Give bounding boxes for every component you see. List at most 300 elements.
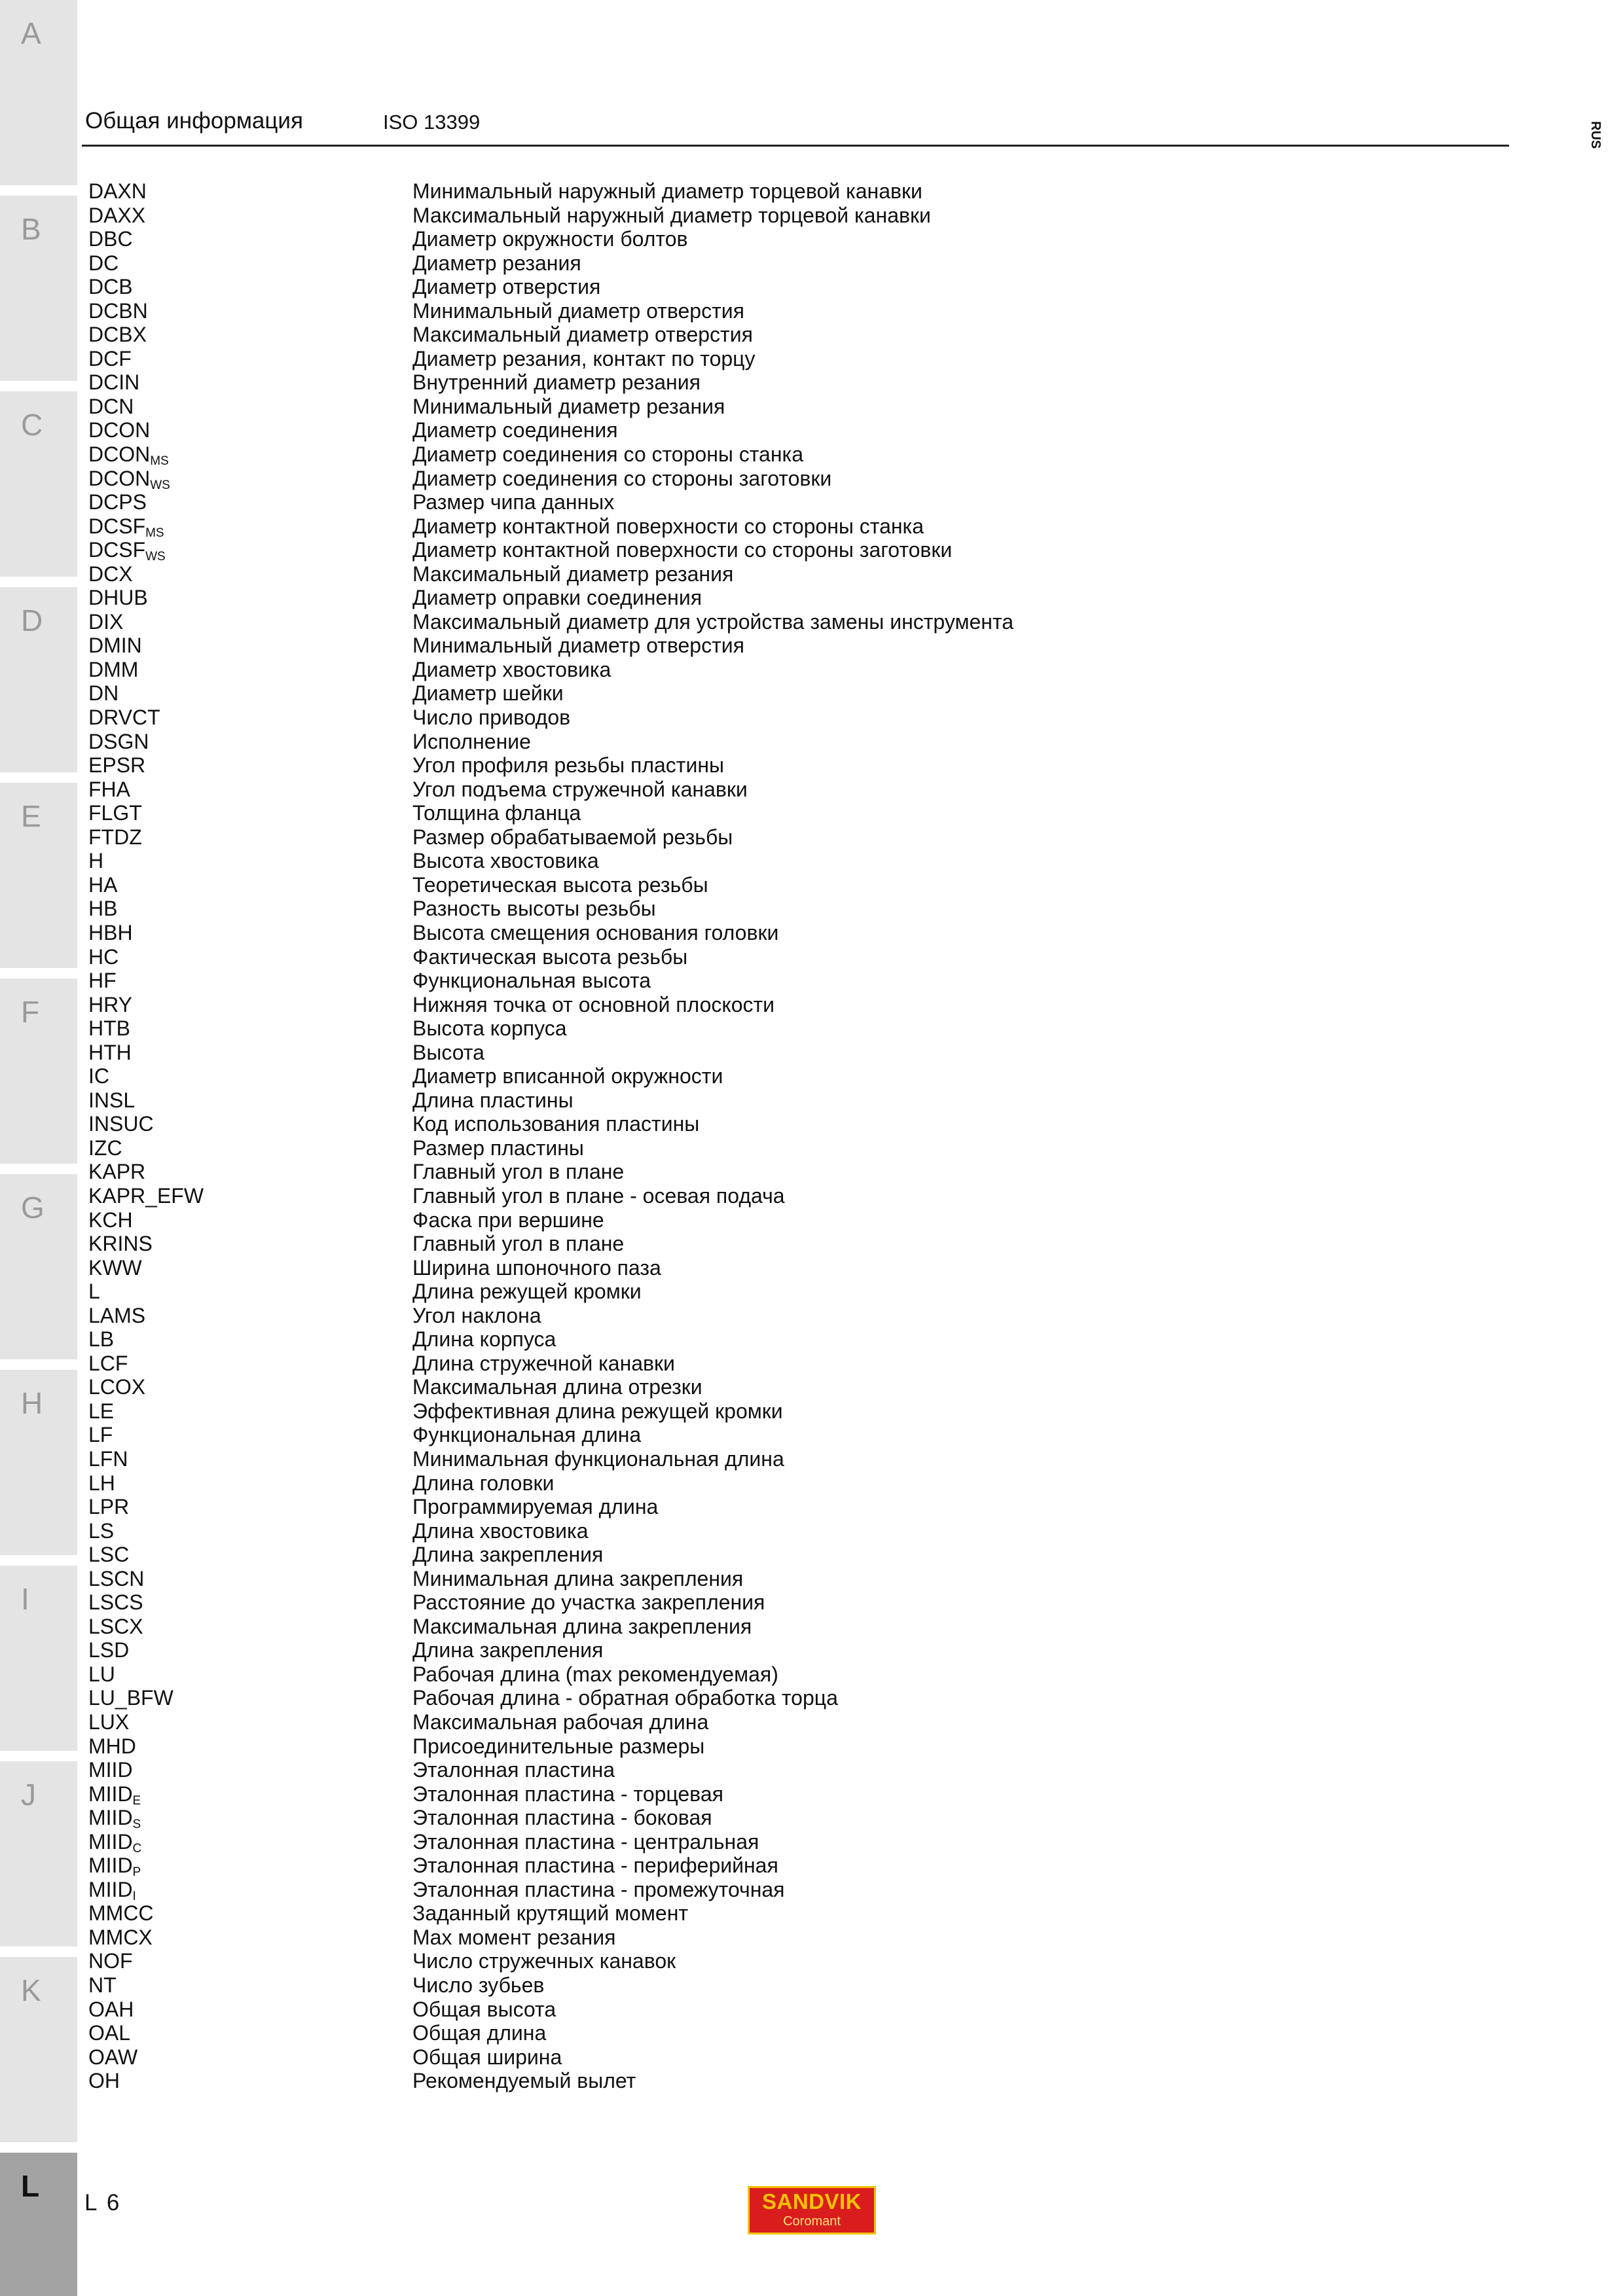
term-code — [88, 2069, 120, 2092]
term-code — [88, 1543, 129, 1566]
term-code — [88, 538, 166, 562]
glossary-row — [88, 1806, 1463, 1830]
term-code-main: OAW — [88, 2045, 138, 2069]
header-divider — [82, 145, 1509, 147]
term-description: Max момент резания — [412, 1925, 616, 1949]
glossary-row — [88, 897, 1463, 921]
term-code-main: LU_BFW — [88, 1686, 173, 1710]
term-code-main: L — [88, 1280, 100, 1304]
glossary-row — [88, 1471, 1463, 1496]
glossary-row — [88, 395, 1463, 419]
term-code-main: DN — [88, 681, 119, 706]
term-code-main: HTH — [88, 1040, 132, 1064]
glossary-row — [88, 418, 1463, 442]
glossary-row — [88, 562, 1463, 586]
term-code-main: DCBN — [88, 298, 148, 323]
term-code-main: DIX — [88, 609, 124, 634]
glossary-row — [88, 634, 1463, 658]
term-code-main: H — [88, 849, 104, 873]
term-code-main: HBH — [88, 920, 133, 944]
term-code-main: DMIN — [88, 634, 142, 658]
term-code — [88, 204, 145, 227]
term-description: Максимальный наружный диаметр торцевой канавки — [412, 203, 931, 227]
term-code-main: DHUB — [88, 586, 148, 610]
term-description: Главный угол в плане — [412, 1232, 625, 1256]
term-code — [88, 1782, 141, 1806]
term-code-main: DCSF — [88, 538, 146, 562]
term-code-main: FHA — [88, 777, 130, 801]
term-code-main: MIID — [88, 1854, 133, 1878]
term-description: Эталонная пластина - боковая — [412, 1806, 712, 1830]
term-code-main: DCX — [88, 562, 133, 586]
term-code — [88, 1399, 114, 1423]
glossary-row — [88, 538, 1463, 562]
glossary-row — [88, 1662, 1463, 1687]
term-code — [88, 1016, 130, 1040]
term-code-main: IZC — [88, 1136, 122, 1160]
glossary-row — [88, 442, 1463, 467]
term-description: Длина закрепления — [412, 1543, 604, 1567]
term-code-main: DAXX — [88, 203, 146, 227]
term-code — [88, 1495, 129, 1518]
glossary-row — [88, 586, 1463, 610]
term-code — [88, 179, 147, 203]
term-code — [88, 299, 148, 323]
term-code — [88, 1064, 109, 1088]
term-description: Минимальный диаметр отверстия — [412, 298, 744, 323]
term-code-main: DCB — [88, 275, 133, 299]
glossary-row — [88, 1973, 1463, 1998]
term-code-main: HF — [88, 969, 117, 993]
term-description: Максимальный диаметр для устройства замены инструмента — [412, 609, 1014, 634]
term-code-main: LE — [88, 1399, 115, 1423]
term-description: Высота хвостовика — [412, 849, 599, 873]
term-code — [88, 1567, 144, 1590]
term-code-main: OAH — [88, 1997, 134, 2021]
glossary-row — [88, 1686, 1463, 1710]
term-code-main: MMCX — [88, 1925, 153, 1949]
term-code-main: KWW — [88, 1255, 142, 1280]
term-code — [88, 634, 142, 657]
glossary-row — [88, 873, 1463, 897]
term-code-main: MIID — [88, 1829, 133, 1854]
term-description: Максимальная длина закрепления — [412, 1614, 752, 1638]
sandvik-coromant-logo — [748, 2186, 876, 2234]
glossary-row — [88, 2069, 1463, 2093]
term-code — [88, 1878, 136, 1901]
term-description: Диаметр соединения — [412, 418, 618, 442]
term-code — [88, 323, 147, 346]
term-code-main: DCON — [88, 418, 151, 442]
term-code-main: DC — [88, 251, 119, 275]
glossary-row — [88, 467, 1463, 491]
term-code-subscript: MS — [150, 454, 169, 469]
term-code — [88, 1949, 133, 1973]
term-code-main: LSC — [88, 1543, 130, 1567]
term-code-main: LH — [88, 1471, 115, 1495]
glossary-row — [88, 1926, 1463, 1950]
term-code — [88, 1615, 143, 1638]
glossary-row — [88, 778, 1463, 802]
term-code — [88, 1973, 117, 1997]
index-tab-i[interactable]: I — [0, 1566, 77, 1756]
term-code — [88, 1447, 128, 1471]
glossary-row — [88, 1710, 1463, 1734]
glossary-row — [88, 179, 1463, 204]
term-code — [88, 562, 133, 586]
term-code-main: INSUC — [88, 1112, 154, 1136]
term-description: Размер обрабатываемой резьбы — [412, 825, 733, 849]
term-code — [88, 1854, 141, 1880]
term-description: Присоединительные размеры — [412, 1734, 705, 1758]
term-description: Функциональная длина — [412, 1423, 642, 1447]
term-code — [88, 658, 138, 681]
index-tab-a[interactable]: A — [0, 0, 77, 190]
term-description: Рабочая длина (max рекомендуемая) — [412, 1662, 778, 1686]
glossary-row — [88, 945, 1463, 969]
term-description: Угол профиля резьбы пластины — [412, 753, 724, 778]
term-code — [88, 825, 142, 849]
term-code — [88, 2045, 137, 2069]
glossary-row — [88, 514, 1463, 539]
term-description: Общая высота — [412, 1997, 556, 2021]
glossary-row — [88, 1136, 1463, 1160]
term-code-main: DCPS — [88, 490, 147, 514]
term-code — [88, 418, 150, 442]
term-description: Рабочая длина - обратная обработка торца — [412, 1686, 838, 1710]
term-code — [88, 347, 132, 370]
term-description: Длина хвостовика — [412, 1518, 589, 1543]
term-code — [88, 873, 117, 897]
term-code — [88, 730, 149, 753]
term-code — [88, 1232, 153, 1255]
glossary-row — [88, 1232, 1463, 1256]
term-code — [88, 275, 133, 298]
term-code — [88, 1710, 129, 1734]
glossary-row — [88, 2021, 1463, 2045]
term-code — [88, 1758, 133, 1782]
term-code — [88, 227, 133, 251]
term-code-main: KRINS — [88, 1232, 153, 1256]
term-code-main: DAXN — [88, 179, 147, 203]
term-description: Размер пластины — [412, 1136, 584, 1160]
term-code-subscript: WS — [150, 478, 170, 492]
glossary-row — [88, 1901, 1463, 1926]
term-description: Число приводов — [412, 706, 571, 730]
term-description: Диаметр окружности болтов — [412, 227, 688, 251]
glossary-row — [88, 227, 1463, 251]
term-description: Диаметр хвостовика — [412, 657, 611, 681]
glossary-row — [88, 1495, 1463, 1519]
term-description: Диаметр отверстия — [412, 275, 601, 299]
glossary-row — [88, 1208, 1463, 1232]
term-description: Высота корпуса — [412, 1016, 567, 1041]
term-code-main: HA — [88, 872, 118, 897]
term-code — [88, 1926, 153, 1949]
term-code — [88, 1208, 133, 1232]
glossary-row — [88, 1447, 1463, 1471]
term-code — [88, 1998, 134, 2021]
term-description: Размер чипа данных — [412, 490, 615, 514]
term-code — [88, 1423, 113, 1446]
term-description: Минимальная функциональная длина — [412, 1446, 784, 1471]
term-code — [88, 1256, 142, 1280]
term-code-main: DCIN — [88, 370, 140, 395]
term-description: Толщина фланца — [412, 801, 581, 825]
term-code-main: HB — [88, 897, 118, 921]
term-code — [88, 395, 134, 418]
term-code-main: DSGN — [88, 729, 149, 753]
term-code-main: INSL — [88, 1088, 136, 1112]
index-tab-b[interactable]: B — [0, 196, 77, 386]
term-code — [88, 1352, 128, 1375]
term-code-main: LCOX — [88, 1375, 146, 1399]
term-code-main: FTDZ — [88, 825, 142, 849]
term-code-main: KAPR — [88, 1160, 146, 1184]
language-label: RUS — [1588, 121, 1603, 149]
term-description: Функциональная высота — [412, 969, 651, 993]
term-description: Разность высоты резьбы — [412, 897, 656, 921]
term-code — [88, 753, 145, 777]
term-code-main: LS — [88, 1518, 115, 1543]
term-code — [88, 945, 119, 969]
glossary-row — [88, 1998, 1463, 2022]
glossary-row — [88, 1160, 1463, 1184]
term-code — [88, 251, 119, 275]
term-code-main: LSD — [88, 1638, 130, 1662]
index-tab-j[interactable]: J — [0, 1761, 77, 1952]
term-code — [88, 1136, 122, 1160]
term-description: Диаметр резания — [412, 251, 581, 275]
term-description: Главный угол в плане - осевая подача — [412, 1183, 785, 1208]
glossary-row — [88, 1327, 1463, 1352]
term-description: Длина стружечной канавки — [412, 1351, 675, 1375]
term-code-main: DCON — [88, 442, 151, 467]
glossary-row — [88, 370, 1463, 395]
term-code-main: DCN — [88, 394, 134, 418]
term-code — [88, 1590, 143, 1614]
term-description: Диаметр соединения со стороны станка — [412, 442, 804, 467]
term-code-main: MIID — [88, 1782, 133, 1806]
logo-sub: Coromant — [783, 2214, 841, 2229]
term-code — [88, 442, 169, 469]
term-description: Эталонная пластина - периферийная — [412, 1854, 778, 1878]
term-code — [88, 490, 147, 514]
index-tab-d[interactable]: D — [0, 587, 77, 778]
term-code — [88, 1184, 204, 1208]
term-code — [88, 1471, 115, 1495]
term-code — [88, 1327, 114, 1351]
term-description: Главный угол в плане — [412, 1160, 625, 1184]
term-code — [88, 1112, 154, 1136]
term-code — [88, 681, 119, 705]
glossary-row — [88, 1041, 1463, 1065]
term-description: Высота смещения основания головки — [412, 920, 779, 944]
term-code-subscript: I — [132, 1889, 136, 1903]
glossary-row — [88, 610, 1463, 634]
term-code-main: LFN — [88, 1446, 128, 1471]
term-code-subscript: WS — [145, 550, 166, 564]
term-code-main: DCSF — [88, 514, 146, 538]
term-description: Максимальная длина отрезки — [412, 1375, 702, 1399]
term-code — [88, 1806, 141, 1832]
glossary-row — [88, 849, 1463, 873]
term-description: Общая длина — [412, 2021, 547, 2045]
term-code-subscript: E — [132, 1793, 141, 1808]
glossary-row — [88, 1854, 1463, 1878]
term-code-main: MIID — [88, 1806, 133, 1830]
term-code-main: MHD — [88, 1734, 136, 1758]
glossary-row — [88, 275, 1463, 299]
term-code — [88, 1734, 136, 1758]
term-code — [88, 586, 148, 609]
term-description: Расстояние до участка закрепления — [412, 1590, 765, 1615]
glossary-row — [88, 347, 1463, 371]
logo-brand: SANDVIK — [761, 2189, 862, 2214]
term-description: Длина головки — [412, 1471, 555, 1495]
glossary-row — [88, 1590, 1463, 1615]
term-code — [88, 1304, 145, 1327]
term-code-main: LSCS — [88, 1590, 143, 1615]
term-code — [88, 801, 142, 825]
term-code — [88, 1686, 173, 1710]
term-code — [88, 897, 117, 920]
term-code — [88, 1830, 141, 1854]
term-code — [88, 467, 170, 490]
term-code-subscript: C — [132, 1841, 142, 1856]
term-code — [88, 1088, 135, 1112]
term-code-main: KCH — [88, 1208, 133, 1232]
term-description: Минимальный диаметр отверстия — [412, 634, 744, 658]
term-code-main: NT — [88, 1973, 117, 1998]
standard-label: ISO 13399 — [383, 111, 481, 134]
term-description: Длина закрепления — [412, 1638, 604, 1662]
glossary-row — [88, 825, 1463, 850]
glossary-row — [88, 1256, 1463, 1280]
term-code-main: LUX — [88, 1710, 130, 1734]
index-tab-f[interactable]: F — [0, 978, 77, 1169]
term-code-main: HC — [88, 944, 119, 969]
term-code — [88, 1280, 100, 1303]
glossary-row — [88, 1375, 1463, 1399]
glossary-row — [88, 1638, 1463, 1662]
term-code-main: LAMS — [88, 1303, 146, 1327]
term-code-subscript: P — [132, 1865, 141, 1880]
index-tab-l[interactable]: L — [0, 2153, 77, 2296]
term-code — [88, 370, 139, 394]
glossary-row — [88, 1615, 1463, 1639]
term-description: Фаска при вершине — [412, 1208, 604, 1232]
term-code-main: FLGT — [88, 801, 142, 825]
glossary-row — [88, 1016, 1463, 1041]
glossary-row — [88, 204, 1463, 228]
glossary-row — [88, 1280, 1463, 1304]
term-description: Нижняя точка от основной плоскости — [412, 992, 775, 1016]
term-description: Эталонная пластина - промежуточная — [412, 1877, 785, 1901]
term-code-main: LF — [88, 1423, 113, 1447]
term-description: Общая ширина — [412, 2045, 562, 2069]
term-code-main: OH — [88, 2069, 120, 2093]
term-code — [88, 921, 133, 944]
glossary-row — [88, 993, 1463, 1017]
term-code — [88, 993, 132, 1016]
term-description: Диаметр соединения со стороны заготовки — [412, 466, 832, 490]
term-code-main: EPSR — [88, 753, 146, 778]
term-code-main: MMCC — [88, 1901, 154, 1926]
glossary-row — [88, 706, 1463, 730]
page-number: L 6 — [84, 2190, 122, 2215]
index-tab-c[interactable]: C — [0, 391, 77, 582]
term-description: Максимальный диаметр отверстия — [412, 323, 753, 347]
glossary-row — [88, 1304, 1463, 1328]
index-tab-h[interactable]: H — [0, 1370, 77, 1560]
glossary-row — [88, 1543, 1463, 1567]
term-code — [88, 969, 117, 992]
glossary-row — [88, 490, 1463, 514]
index-tab-k[interactable]: K — [0, 1957, 77, 2147]
glossary-row — [88, 1112, 1463, 1136]
term-code — [88, 2021, 130, 2045]
index-tab-e[interactable]: E — [0, 783, 77, 973]
glossary-row — [88, 658, 1463, 682]
term-description: Ширина шпоночного паза — [412, 1255, 661, 1280]
term-code-main: LB — [88, 1327, 115, 1352]
term-description: Внутренний диаметр резания — [412, 370, 701, 395]
glossary-list — [88, 179, 1463, 2093]
term-code-subscript: MS — [145, 526, 164, 540]
glossary-row — [88, 1352, 1463, 1376]
glossary-row — [88, 1758, 1463, 1782]
term-code-main: LCF — [88, 1351, 128, 1375]
term-code-main: DCBX — [88, 323, 147, 347]
glossary-row — [88, 730, 1463, 754]
glossary-row — [88, 921, 1463, 945]
term-code-main: KAPR_EFW — [88, 1183, 204, 1208]
term-code-main: DCF — [88, 346, 132, 370]
term-description: Диаметр контактной поверхности со стороны станка — [412, 514, 924, 538]
term-code — [88, 706, 160, 729]
term-description: Минимальный диаметр резания — [412, 394, 725, 418]
term-code — [88, 1901, 154, 1925]
term-description: Исполнение — [412, 729, 531, 753]
glossary-row — [88, 323, 1463, 347]
index-tab-g[interactable]: G — [0, 1174, 77, 1365]
page-title: Общая информация — [85, 108, 303, 134]
glossary-row — [88, 1519, 1463, 1543]
term-description: Минимальная длина закрепления — [412, 1566, 744, 1590]
term-description: Высота — [412, 1040, 484, 1064]
term-description: Угол наклона — [412, 1303, 541, 1327]
term-code — [88, 610, 123, 634]
glossary-row — [88, 681, 1463, 706]
term-description: Теоретическая высота резьбы — [412, 872, 708, 897]
term-description: Эффективная длина режущей кромки — [412, 1399, 783, 1423]
term-code-main: MIID — [88, 1877, 133, 1901]
term-description: Эталонная пластина — [412, 1758, 615, 1782]
index-tabs — [0, 0, 77, 2296]
glossary-row — [88, 251, 1463, 276]
term-description: Заданный крутящий момент — [412, 1901, 689, 1926]
glossary-row — [88, 1878, 1463, 1902]
term-code-main: LPR — [88, 1495, 130, 1519]
glossary-row — [88, 1423, 1463, 1447]
term-description: Максимальная рабочая длина — [412, 1710, 709, 1734]
term-description: Длина режущей кромки — [412, 1280, 642, 1304]
term-code-main: DCON — [88, 466, 151, 490]
term-code — [88, 1375, 145, 1399]
glossary-row — [88, 1064, 1463, 1088]
glossary-row — [88, 1567, 1463, 1591]
